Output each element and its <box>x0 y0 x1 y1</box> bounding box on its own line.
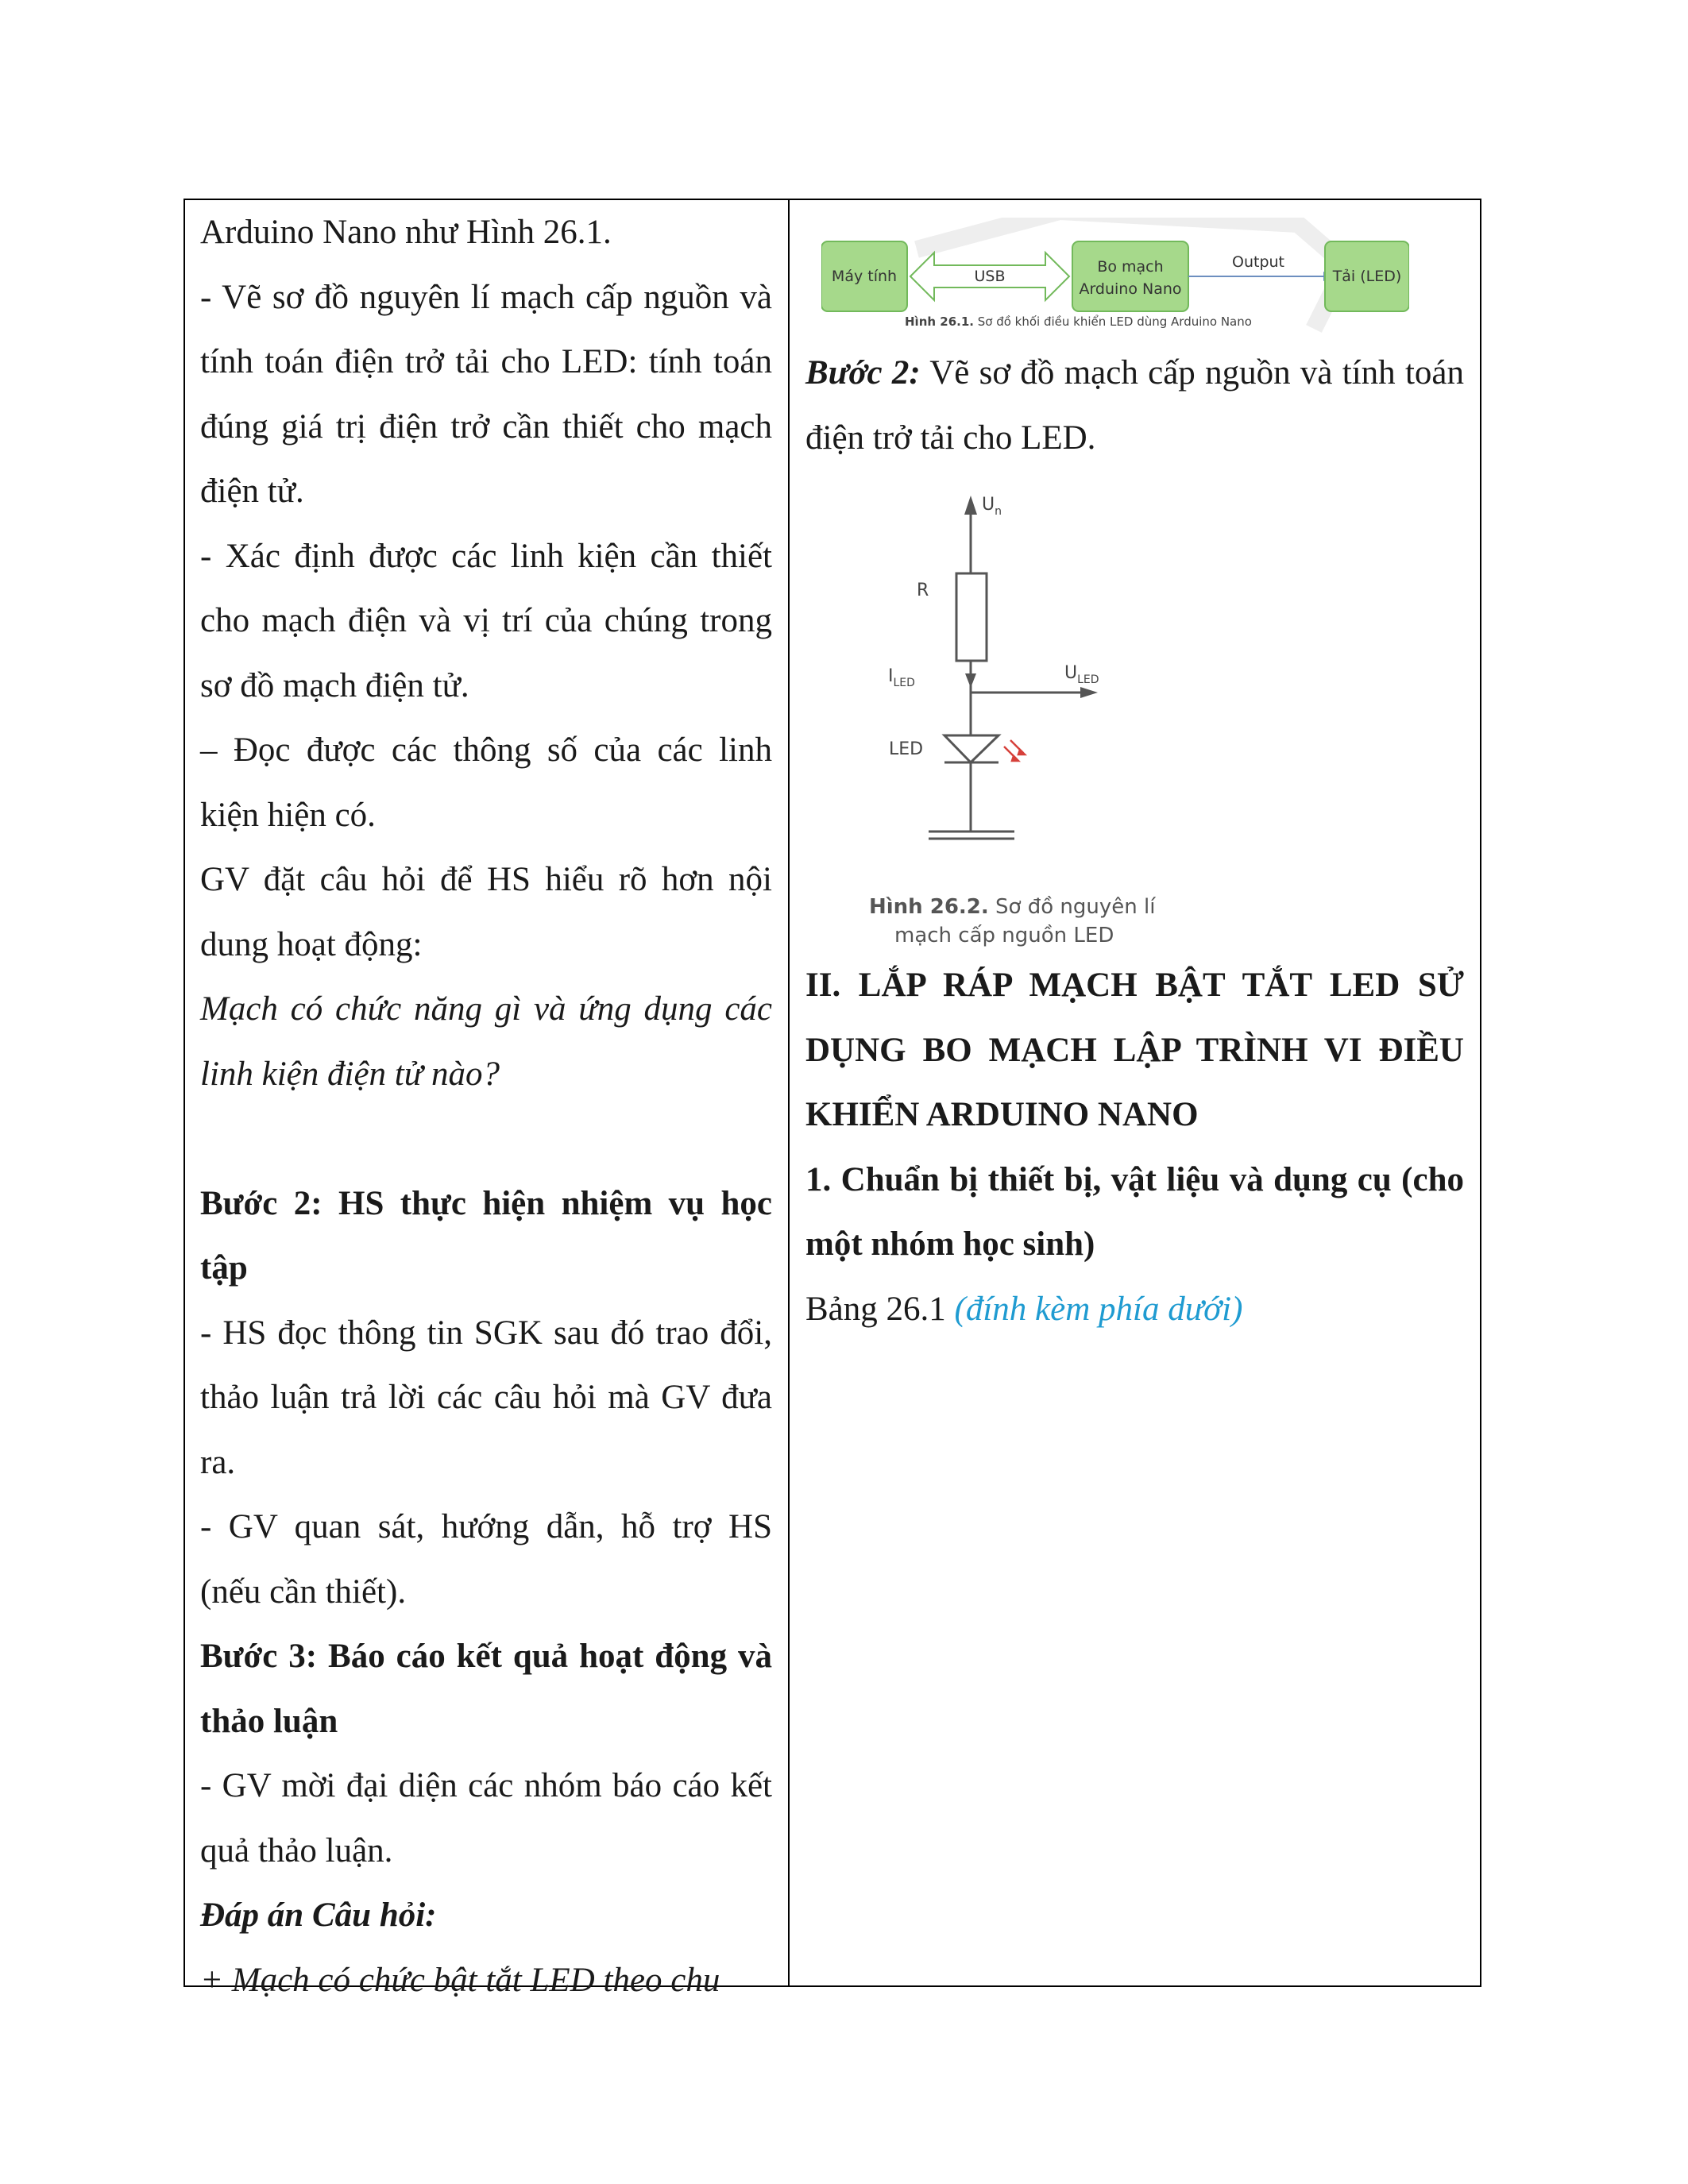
section-heading: II. LẮP RÁP MẠCH BẬT TẮT LED SỬ DỤNG BO MẠCH LẬP TRÌNH VI ĐIỀU KHIỂN ARDUINO NANO <box>805 967 1464 1133</box>
light-emission-icon <box>1004 740 1025 761</box>
label-led: LED <box>889 739 924 759</box>
arduino-box-label-2: Arduino Nano <box>1079 280 1182 298</box>
label-un: $U_n$ <box>982 495 1002 518</box>
text-paragraph: GV đặt câu hỏi để HS hiểu rõ hơn nội dung hoạt động: <box>200 861 772 963</box>
label-iled: $I_{LED}$ <box>888 666 915 689</box>
arduino-box-label-1: Bo mạch <box>1097 258 1164 276</box>
left-column <box>185 200 790 1999</box>
text-paragraph: - HS đọc thông tin SGK sau đó trao đổi, thảo luận trả lời các câu hỏi mà GV đưa ra. <box>200 1314 772 1481</box>
arduino-box <box>1072 241 1188 311</box>
step2-heading: Bước 2: HS thực hiện nhiệm vụ học tập <box>200 1184 772 1287</box>
load-box-label: Tải (LED) <box>1332 268 1402 285</box>
sub-heading: 1. Chuẩn bị thiết bị, vật liệu và dụng cụ (cho một nhóm học sinh) <box>805 1160 1464 1263</box>
figure-26-2-circuit <box>853 484 1203 953</box>
resistor-symbol <box>956 573 987 661</box>
content-table <box>183 199 1481 1999</box>
computer-box-label: Máy tính <box>831 268 898 285</box>
figure-26-1-caption: Hình 26.1. Sơ đồ khối điều khiển LED dùng Arduino Nano <box>905 314 1252 329</box>
step2-paragraph: Bước 2: Vẽ sơ đồ mạch cấp nguồn và tính toán điện trở tải cho LED. <box>805 354 1464 457</box>
usb-label: USB <box>974 268 1006 285</box>
table-reference: Bảng 26.1 (đính kèm phía dưới) <box>805 1290 1243 1328</box>
figure-26-2-caption-2: mạch cấp nguồn LED <box>894 924 1114 947</box>
question-text: Mạch có chức năng gì và ứng dụng các linh kiện điện tử nào? <box>200 990 772 1093</box>
label-uled: $U_{LED}$ <box>1064 663 1099 686</box>
text-line: Arduino Nano như Hình 26.1. <box>200 214 612 251</box>
step3-heading: Bước 3: Báo cáo kết quả hoạt động và thảo luận <box>200 1638 772 1740</box>
answer-heading: Đáp án Câu hỏi: <box>200 1897 437 1934</box>
supply-arrowhead <box>964 496 977 515</box>
figure-26-1-block-diagram <box>821 218 1409 333</box>
blank-line <box>200 1106 772 1171</box>
figure-26-2-caption-1: Hình 26.2. Sơ đồ nguyên lí <box>869 895 1156 919</box>
label-r: R <box>917 581 929 600</box>
text-paragraph: - GV mời đại diện các nhóm báo cáo kết quả thảo luận. <box>200 1767 772 1870</box>
output-arrowhead <box>1080 687 1098 698</box>
led-triangle <box>944 735 999 762</box>
text-paragraph: - GV quan sát, hướng dẫn, hỗ trợ HS (nếu cần thiết). <box>200 1508 772 1611</box>
right-column <box>790 200 1480 1985</box>
text-paragraph: – Đọc được các thông số của các linh kiện hiện có. <box>200 731 772 834</box>
text-paragraph: - Xác định được các linh kiện cần thiết cho mạch điện và vị trí của chúng trong sơ đồ mạch điện tử. <box>200 537 772 704</box>
answer-line: + Mạch có chức bật tắt LED theo chu <box>200 1961 720 1999</box>
current-arrowhead <box>965 673 976 688</box>
text-paragraph: - Vẽ sơ đồ nguyên lí mạch cấp nguồn và tính toán điện trở tải cho LED: tính toán đúng giá trị điện trở cần thiết cho mạch điện tử. <box>200 278 772 510</box>
table-reference-note: (đính kèm phía dưới) <box>954 1290 1243 1328</box>
output-label: Output <box>1232 253 1284 271</box>
